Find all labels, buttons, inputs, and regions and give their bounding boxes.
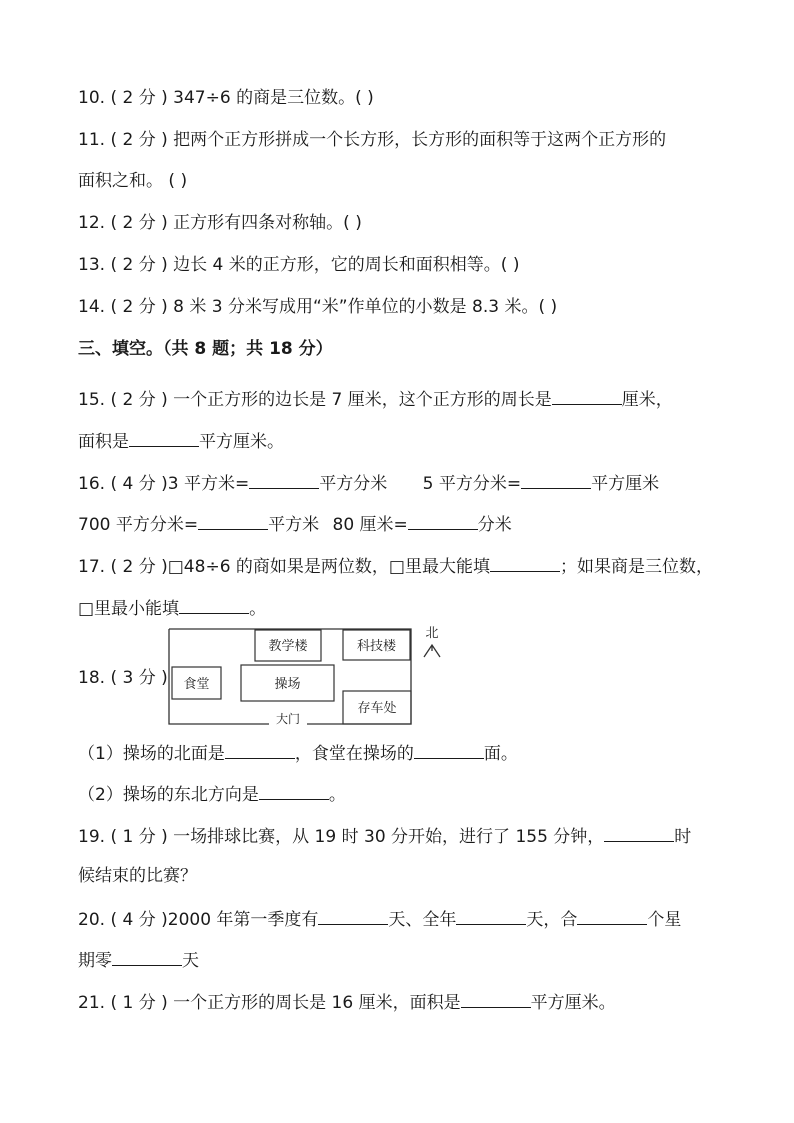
- tech-building-label: 科技楼: [356, 639, 397, 654]
- question-17: [78, 553, 713, 579]
- question-text: 个星: [647, 910, 682, 930]
- answer-blank[interactable]: [490, 553, 560, 572]
- question-11-cont: [78, 169, 187, 193]
- bike-parking: [343, 691, 411, 724]
- question-18: [78, 666, 168, 690]
- question-16: [78, 470, 659, 496]
- question-13: [78, 253, 519, 277]
- question-number: 12.: [78, 213, 106, 233]
- question-text: 347÷6 的商是三位数。( ): [173, 88, 374, 108]
- question-19-cont: [78, 864, 197, 888]
- question-score: ( 2 分 ): [110, 130, 168, 150]
- question-score: ( 2 分 ): [110, 213, 168, 233]
- north-indicator: [420, 627, 444, 663]
- question-text: 一场排球比赛，从 19 时 30 分开始，进行了 155 分钟，: [173, 827, 605, 847]
- question-score: ( 2 分 ): [110, 88, 168, 108]
- question-text: 8 米 3 分米写成用“米”作单位的小数是 8.3 米。( ): [173, 297, 558, 317]
- playground-label: 操场: [274, 677, 301, 692]
- question-score: ( 2 分 ): [110, 557, 168, 577]
- question-number: 15.: [78, 390, 106, 410]
- question-number: 20.: [78, 910, 106, 930]
- question-16-cont: [78, 511, 512, 537]
- answer-blank[interactable]: [577, 906, 647, 925]
- question-text: 一个正方形的边长是 7 厘米，这个正方形的周长是: [173, 390, 552, 410]
- question-number: 17.: [78, 557, 106, 577]
- question-number: 16.: [78, 474, 106, 494]
- question-text: 平方米: [268, 515, 320, 535]
- teaching-building-label: 教学楼: [268, 639, 308, 654]
- answer-blank[interactable]: [456, 906, 526, 925]
- question-text: 平方厘米。: [199, 432, 284, 452]
- answer-blank[interactable]: [259, 781, 329, 800]
- question-text: （1）操场的北面是: [78, 744, 225, 764]
- question-text: 正方形有四条对称轴。( ): [173, 213, 362, 233]
- question-21: [78, 989, 616, 1015]
- question-text: 2000 年第一季度有: [167, 910, 319, 930]
- question-number: 13.: [78, 255, 106, 275]
- question-17-cont: [78, 595, 266, 621]
- question-number: 18.: [78, 668, 106, 688]
- question-text: □里最小能填: [78, 599, 180, 619]
- question-score: ( 3 分 ): [110, 668, 168, 688]
- question-18-sub1: [78, 740, 518, 766]
- answer-blank[interactable]: [249, 470, 319, 489]
- question-score: ( 4 分 ): [110, 474, 168, 494]
- answer-blank[interactable]: [179, 595, 249, 614]
- question-11: [78, 128, 666, 152]
- question-score: ( 4 分 ): [110, 910, 168, 930]
- question-text: 天、全年: [388, 910, 457, 930]
- question-text: 平方厘米。: [530, 993, 616, 1013]
- question-15-cont: [78, 428, 284, 454]
- question-text: 700 平方分米=: [78, 515, 199, 535]
- question-number: 14.: [78, 297, 106, 317]
- answer-blank[interactable]: [461, 989, 531, 1008]
- canteen: [172, 667, 221, 699]
- question-19: [78, 823, 691, 849]
- question-number: 19.: [78, 827, 106, 847]
- question-15: [78, 386, 673, 412]
- bike-parking-label: 存车处: [357, 701, 397, 716]
- north-label: 北: [425, 626, 439, 641]
- playground: [241, 665, 334, 701]
- question-score: ( 1 分 ): [110, 993, 168, 1013]
- answer-blank[interactable]: [414, 740, 484, 759]
- question-text: 分米: [477, 515, 512, 535]
- question-text: 平方分米: [319, 474, 388, 494]
- question-text: 5 平方分米=: [422, 474, 522, 494]
- north-arrow-icon: [420, 641, 444, 659]
- question-text: 期零: [78, 951, 112, 971]
- answer-blank[interactable]: [604, 823, 674, 842]
- section-heading: 三、填空。（共 8 题；共 18 分）: [78, 339, 333, 359]
- question-score: ( 1 分 ): [110, 827, 168, 847]
- question-text: 。: [328, 785, 346, 805]
- question-score: ( 2 分 ): [110, 255, 168, 275]
- answer-blank[interactable]: [521, 470, 591, 489]
- question-text: 。: [249, 599, 267, 619]
- question-10: [78, 86, 374, 110]
- question-text: ，食堂在操场的: [294, 744, 414, 764]
- canteen-label: 食堂: [183, 677, 210, 692]
- teaching-building: [255, 630, 321, 661]
- question-text: 把两个正方形拼成一个长方形，长方形的面积等于这两个正方形的: [173, 130, 667, 150]
- question-text: 边长 4 米的正方形，它的周长和面积相等。( ): [173, 255, 520, 275]
- answer-blank[interactable]: [112, 947, 182, 966]
- question-text: ；如果商是三位数，: [559, 557, 713, 577]
- question-20-cont: [78, 947, 199, 973]
- question-14: [78, 295, 557, 319]
- question-text: 候结束的比赛？: [78, 866, 197, 886]
- question-text: 一个正方形的周长是 16 厘米，面积是: [173, 993, 461, 1013]
- answer-blank[interactable]: [552, 386, 622, 405]
- question-12: [78, 211, 362, 235]
- question-number: 11.: [78, 130, 106, 150]
- question-text: 平方厘米: [591, 474, 660, 494]
- answer-blank[interactable]: [318, 906, 388, 925]
- question-text: 面积之和。 ( ): [78, 171, 188, 191]
- question-number: 10.: [78, 88, 106, 108]
- answer-blank[interactable]: [198, 511, 268, 530]
- answer-blank[interactable]: [129, 428, 199, 447]
- question-text: 时: [674, 827, 692, 847]
- question-text: 天: [182, 951, 199, 971]
- question-text: 80 厘米=: [332, 515, 408, 535]
- campus-map: [167, 627, 447, 727]
- tech-building: [343, 630, 410, 660]
- question-18-sub2: [78, 781, 346, 807]
- answer-blank[interactable]: [225, 740, 295, 759]
- question-20: [78, 906, 681, 932]
- question-text: 3 平方米=: [167, 474, 250, 494]
- question-text: 厘米，: [621, 390, 673, 410]
- question-text: 面积是: [78, 432, 129, 452]
- question-score: ( 2 分 ): [110, 390, 168, 410]
- question-number: 21.: [78, 993, 106, 1013]
- gate-label: 大门: [275, 712, 301, 726]
- question-score: ( 2 分 ): [110, 297, 168, 317]
- question-text: □48÷6 的商如果是两位数，□里最大能填: [167, 557, 490, 577]
- question-text: 天，合: [526, 910, 578, 930]
- question-text: 面。: [483, 744, 518, 764]
- answer-blank[interactable]: [408, 511, 478, 530]
- question-text: （2）操场的东北方向是: [78, 785, 259, 805]
